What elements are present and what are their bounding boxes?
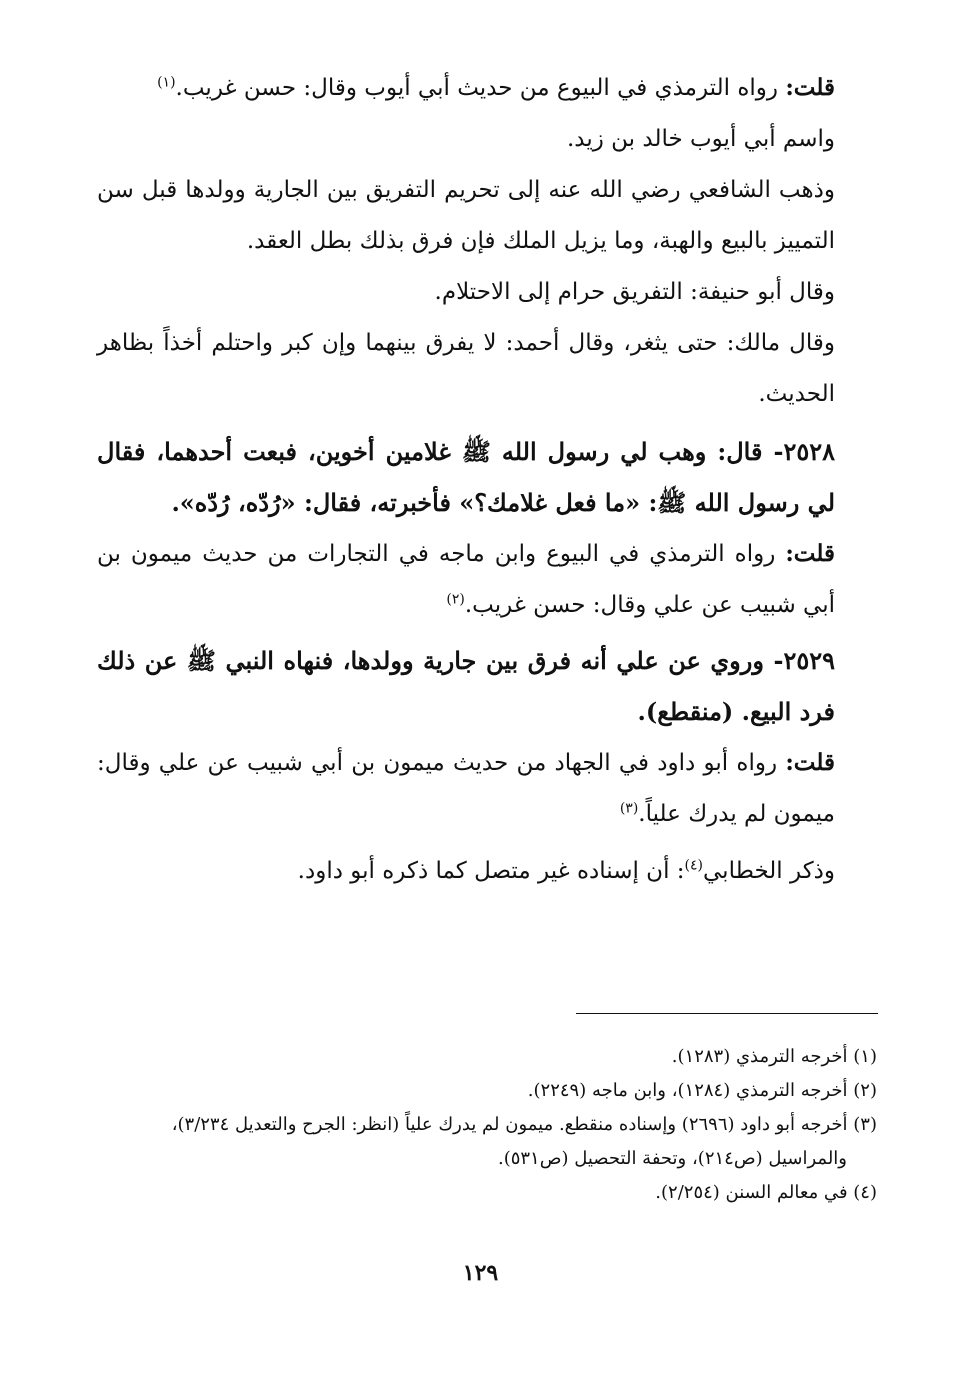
paragraph-shafii: وذهب الشافعي رضي الله عنه إلى تحريم التفريق بين الجارية وولدها قبل سن التمييز بالبيع والهبة، وما يزيل الملك فإن فرق بذلك بطل العقد.: [97, 177, 835, 254]
paragraph-malik-ahmad: وقال مالك: حتى يثغر، وقال أحمد: لا يفرق بينهما وإن كبر واحتلم أخذاً بظاهر الحديث.: [97, 330, 835, 407]
footnotes: [87, 1040, 877, 1210]
footnote-4: (٤) في معالم السنن (٢/٢٥٤).: [655, 1182, 877, 1203]
page-number: ١٢٩: [462, 1260, 499, 1286]
paragraph-qult-3: [97, 737, 865, 840]
qult-label: قلت:: [785, 749, 835, 776]
paragraph-abu-ayyub-name: واسم أبي أيوب خالد بن زيد.: [566, 126, 835, 152]
paragraph-abu-hanifa: وقال أبو حنيفة: التفريق حرام إلى الاحتلام.: [434, 279, 835, 305]
main-text: [97, 62, 865, 897]
footnote-separator: [576, 1013, 878, 1014]
hadith-2528: ٢٥٢٨- قال: وهب لي رسول الله ﷺ غلامين أخوين، فبعت أحدهما، فقال لي رسول الله ﷺ: «ما فعل غلامك؟» فأخبرته، فقال: «رُدّه، رُدّه».: [97, 437, 835, 517]
qult-label: قلت:: [785, 540, 835, 567]
footnote-ref: (٢): [446, 591, 465, 608]
footnote-3: (٣) أخرجه أبو داود (٢٦٩٦) وإسناده منقطع. ميمون لم يدرك علياً (انظر: الجرح والتعديل ٣/٢٣٤)،: [171, 1114, 877, 1135]
footnote-ref: (١): [157, 74, 176, 91]
paragraph-qult-2: [97, 528, 865, 631]
paragraph-text: رواه الترمذي في البيوع من حديث أبي أيوب وقال: حسن غريب.: [175, 75, 786, 101]
footnote-ref: (٣): [619, 800, 639, 817]
khattabi-text: : أن إسناده غير متصل كما ذكره أبو داود.: [297, 858, 685, 884]
paragraph-khattabi: [97, 846, 865, 897]
khattabi-lead: وذكر الخطابي: [703, 858, 835, 884]
paragraph-qult-1: [97, 62, 865, 114]
footnote-1: (١) أخرجه الترمذي (١٢٨٣).: [671, 1046, 877, 1067]
footnote-ref: (٤): [684, 857, 703, 874]
footnote-2: (٢) أخرجه الترمذي (١٢٨٤)، وابن ماجه (٢٢٤٩).: [527, 1080, 877, 1101]
footnote-3-continuation: والمراسيل (ص٢١٤)، وتحفة التحصيل (ص٥٣١).: [497, 1148, 847, 1169]
hadith-2529: ٢٥٢٩- وروي عن علي أنه فرق بين جارية وولدها، فنهاه النبي ﷺ عن ذلك فرد البيع. (منقطع).: [97, 646, 835, 726]
qult-label: قلت:: [785, 74, 835, 101]
paragraph-text: رواه الترمذي في البيوع وابن ماجه في التجارات من حديث ميمون بن أبي شبيب عن علي وقال: حسن غريب.: [97, 541, 835, 618]
paragraph-text: رواه أبو داود في الجهاد من حديث ميمون بن أبي شبيب عن علي وقال: ميمون لم يدرك علياً.: [97, 750, 835, 827]
